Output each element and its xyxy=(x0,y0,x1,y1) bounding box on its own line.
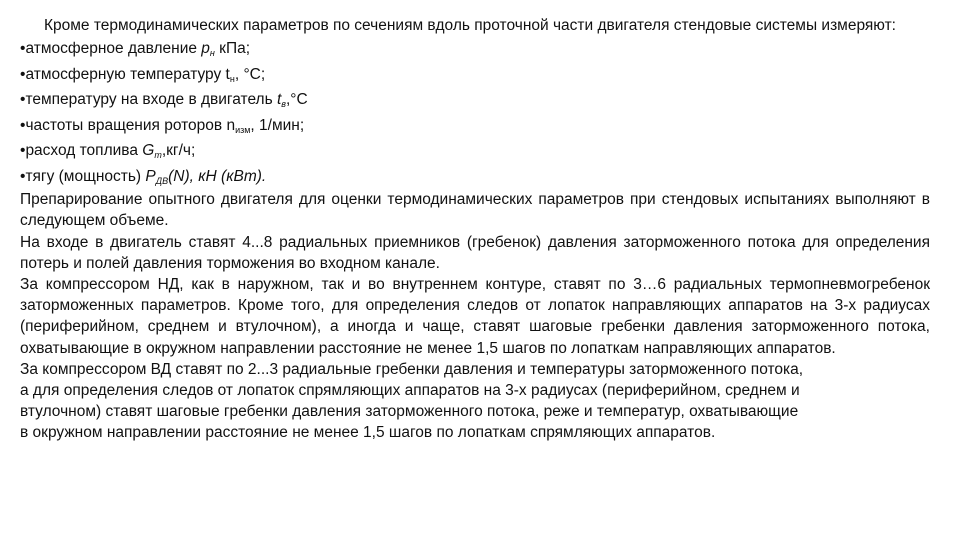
bullet-fuel-flow: •расход топлива $G_т,кг/ч$; xyxy=(20,142,196,161)
paragraph-lp-compressor: За компрессором НД, как в наружном, так и во внутреннем контуре, ставят по 3…6 радиальных термопневмогребенок заторможенных параметров. Кроме того, для определения следов от лопаток направляющих аппаратов на 3-х радиусах (периферийном, среднем и втулочном), а иногда и чаще, ставят шаговые гребенки давления заторможенного потока, охватывающие в окружном направлении расстояние не менее 1,5 шагов по лопаткам направляющих аппаратов. xyxy=(20,276,930,357)
bullet-thrust: •тягу (мощность) $P_{ДВ}(N)$, кН (кВт). xyxy=(20,167,267,186)
bullet-atmospheric-pressure: •атмосферное давление $p_н$ кПа; xyxy=(20,40,251,59)
bullet-inlet-temperature: •температуру на входе в двигатель $t_в,^\circ С$ xyxy=(20,91,308,110)
slide-text xyxy=(20,15,930,444)
bullet-atmospheric-temperature: •атмосферную температуру $t_н$, °С; xyxy=(20,65,266,84)
paragraph-hp-compressor xyxy=(20,359,930,444)
paragraph-engine-preparation: Препарирование опытного двигателя для оценки термодинамических параметров при стендовых испытаниях выполняют в следующем объеме. xyxy=(20,191,930,230)
hp-compressor-line: а для определения следов от лопаток спрямляющих аппаратов на 3-х радиусах (периферийном, среднем и xyxy=(20,382,800,400)
intro-paragraph: Кроме термодинамических параметров по сечениям вдоль проточной части двигателя стендовые системы измеряют: xyxy=(44,17,896,34)
hp-compressor-line: втулочном) ставят шаговые гребенки давления заторможенного потока, реже и температур, охватывающие xyxy=(20,403,799,421)
paragraph-engine-inlet: На входе в двигатель ставят 4...8 радиальных приемников (гребенок) давления заторможенного потока для определения потерь и полей давления торможения во входном канале. xyxy=(20,233,930,272)
hp-compressor-line: За компрессором ВД ставят по 2...3 радиальные гребенки давления и температуры заторможенного потока, xyxy=(20,360,804,378)
measured-parameters-list xyxy=(20,36,930,189)
bullet-rotor-speed: •частоты вращения роторов $n_{изм}$, 1/мин; xyxy=(20,116,305,135)
hp-compressor-line: в окружном направлении расстояние не менее 1,5 шагов по лопаткам спрямляющих аппаратов. xyxy=(20,424,716,442)
